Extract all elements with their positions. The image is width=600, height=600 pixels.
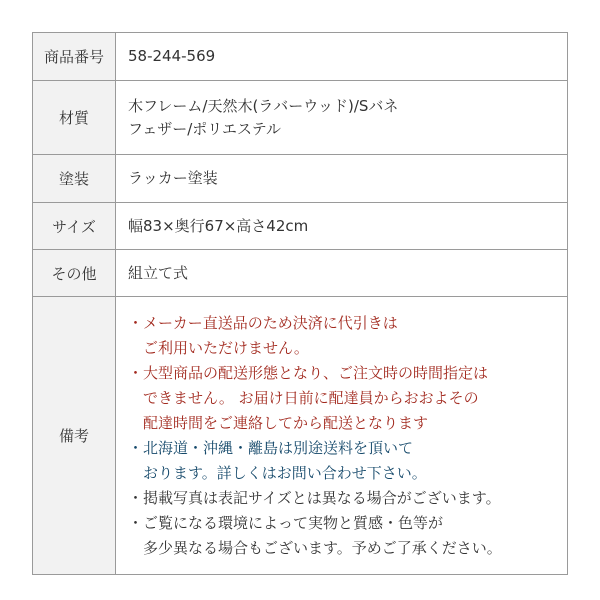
note-delivery-time xyxy=(128,361,567,436)
note-line: 配達時間をご連絡してから配送となります xyxy=(143,413,429,432)
product-spec-table xyxy=(32,32,568,575)
note-line: ・掲載写真は表記サイズとは異なる場合がございます。 xyxy=(128,488,501,507)
note-color-variance xyxy=(128,511,567,561)
note-cod-unavailable xyxy=(128,311,567,361)
note-line: おります。詳しくはお問い合わせ下さい。 xyxy=(143,463,427,482)
spec-row-finish xyxy=(33,155,568,203)
item-number-value: 58-244-569 xyxy=(116,33,568,81)
finish-label: 塗装 xyxy=(33,155,116,203)
spec-row-item-number xyxy=(33,33,568,81)
finish-value: ラッカー塗装 xyxy=(116,155,568,203)
spec-row-remarks xyxy=(33,297,568,575)
spec-row-other xyxy=(33,250,568,297)
material-line-2: フェザー/ポリエステル xyxy=(128,119,281,138)
material-line-1: 木フレーム/天然木(ラバーウッド)/Sバネ xyxy=(128,96,399,115)
other-value: 組立て式 xyxy=(116,250,568,297)
note-line: 多少異なる場合もございます。予めご了承ください。 xyxy=(143,538,502,557)
size-value: 幅83×奥行67×高さ42cm xyxy=(116,203,568,250)
material-value xyxy=(116,81,568,155)
note-remote-shipping xyxy=(128,436,567,486)
remarks-value xyxy=(116,297,568,575)
size-label: サイズ xyxy=(33,203,116,250)
spec-row-size xyxy=(33,203,568,250)
item-number-label: 商品番号 xyxy=(33,33,116,81)
spec-row-material xyxy=(33,81,568,155)
note-line: ・ご覧になる環境によって実物と質感・色等が xyxy=(128,513,444,532)
material-label: 材質 xyxy=(33,81,116,155)
note-line: ・北海道・沖縄・離島は別途送料を頂いて xyxy=(128,438,414,457)
note-line: ご利用いただけません。 xyxy=(143,338,309,357)
note-photo-size xyxy=(128,486,567,511)
note-line: できません。 お届け日前に配達員からおおよその xyxy=(143,388,479,407)
note-line: ・メーカー直送品のため決済に代引きは xyxy=(128,313,398,332)
note-line: ・大型商品の配送形態となり、ご注文時の時間指定は xyxy=(128,363,489,382)
other-label: その他 xyxy=(33,250,116,297)
remarks-label: 備考 xyxy=(33,297,116,575)
